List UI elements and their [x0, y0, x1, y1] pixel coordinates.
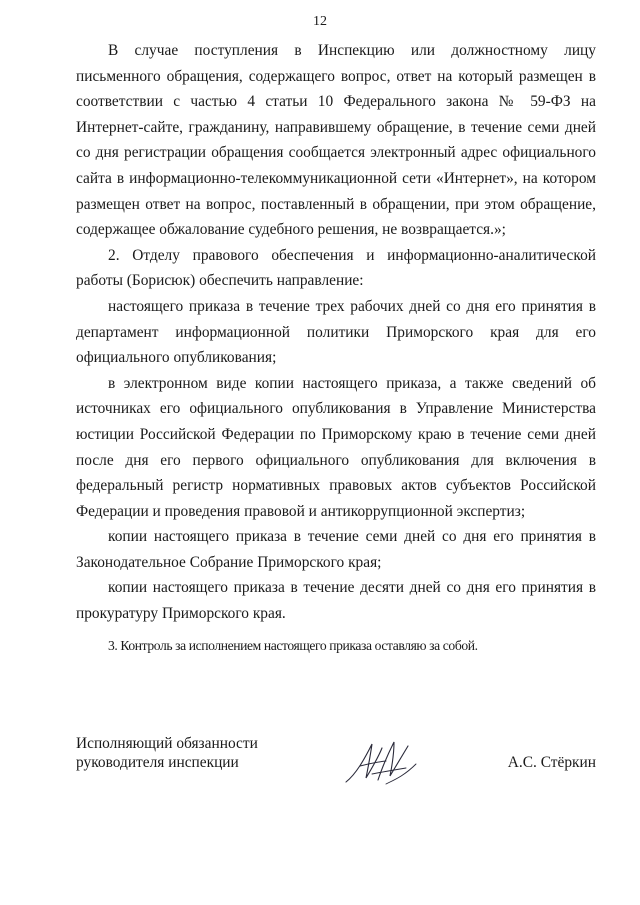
paragraph-item-3: 3. Контроль за исполнением настоящего приказа оставляю за собой. [108, 637, 478, 653]
paragraph-ministry-of-justice: в электронном виде копии настоящего приказа, а также сведений об источниках его официального опубликования в Управление Министерства юстиции Российской Федерации по Приморскому краю в течение семи дней после дня его первого официального опубликования для включения в федеральный регистр нормативных правовых актов субъектов Российской Федерации и проведения правовой и антикоррупционной экспертиз; [76, 374, 596, 520]
signatory-position-line-1: Исполняющий обязанности [76, 735, 258, 752]
signatory-position-line-2: руководителя инспекции [76, 754, 239, 771]
page-number: 12 [313, 14, 327, 29]
signature-block [76, 734, 596, 794]
document-body [76, 38, 596, 658]
handwritten-signature [342, 734, 422, 786]
paragraph-response-rules: В случае поступления в Инспекцию или должностному лицу письменного обращения, содержащего вопрос, ответ на который размещен в соответствии с частью 4 статьи 10 Федерального закона № 59-ФЗ на Интернет-сайте, гражданину, направившему обращение, в течение семи дней со дня регистрации обращения сообщается электронный адрес официального сайта в информационно-телекоммуникационной сети «Интернет», на котором размещен ответ на вопрос, поставленный в обращении, при этом обращение, содержащее обжалование судебного решения, не возвращается.»; [76, 42, 596, 239]
paragraph-publication: настоящего приказа в течение трех рабочих дней со дня его принятия в департамент информационной политики Приморского края для его официального опубликования; [76, 297, 596, 367]
paragraph-prosecutor: копии настоящего приказа в течение десяти дней со дня его принятия в прокуратуру Приморского края. [76, 579, 596, 623]
paragraph-legislative-assembly: копии настоящего приказа в течение семи дней со дня его принятия в Законодательное Собрание Приморского края; [76, 528, 596, 571]
paragraph-item-2: 2. Отделу правового обеспечения и информационно-аналитической работы (Борисюк) обеспечить направление: [76, 246, 596, 290]
signatory-position [76, 734, 258, 772]
signatory-name: А.С. Стёркин [507, 754, 596, 771]
